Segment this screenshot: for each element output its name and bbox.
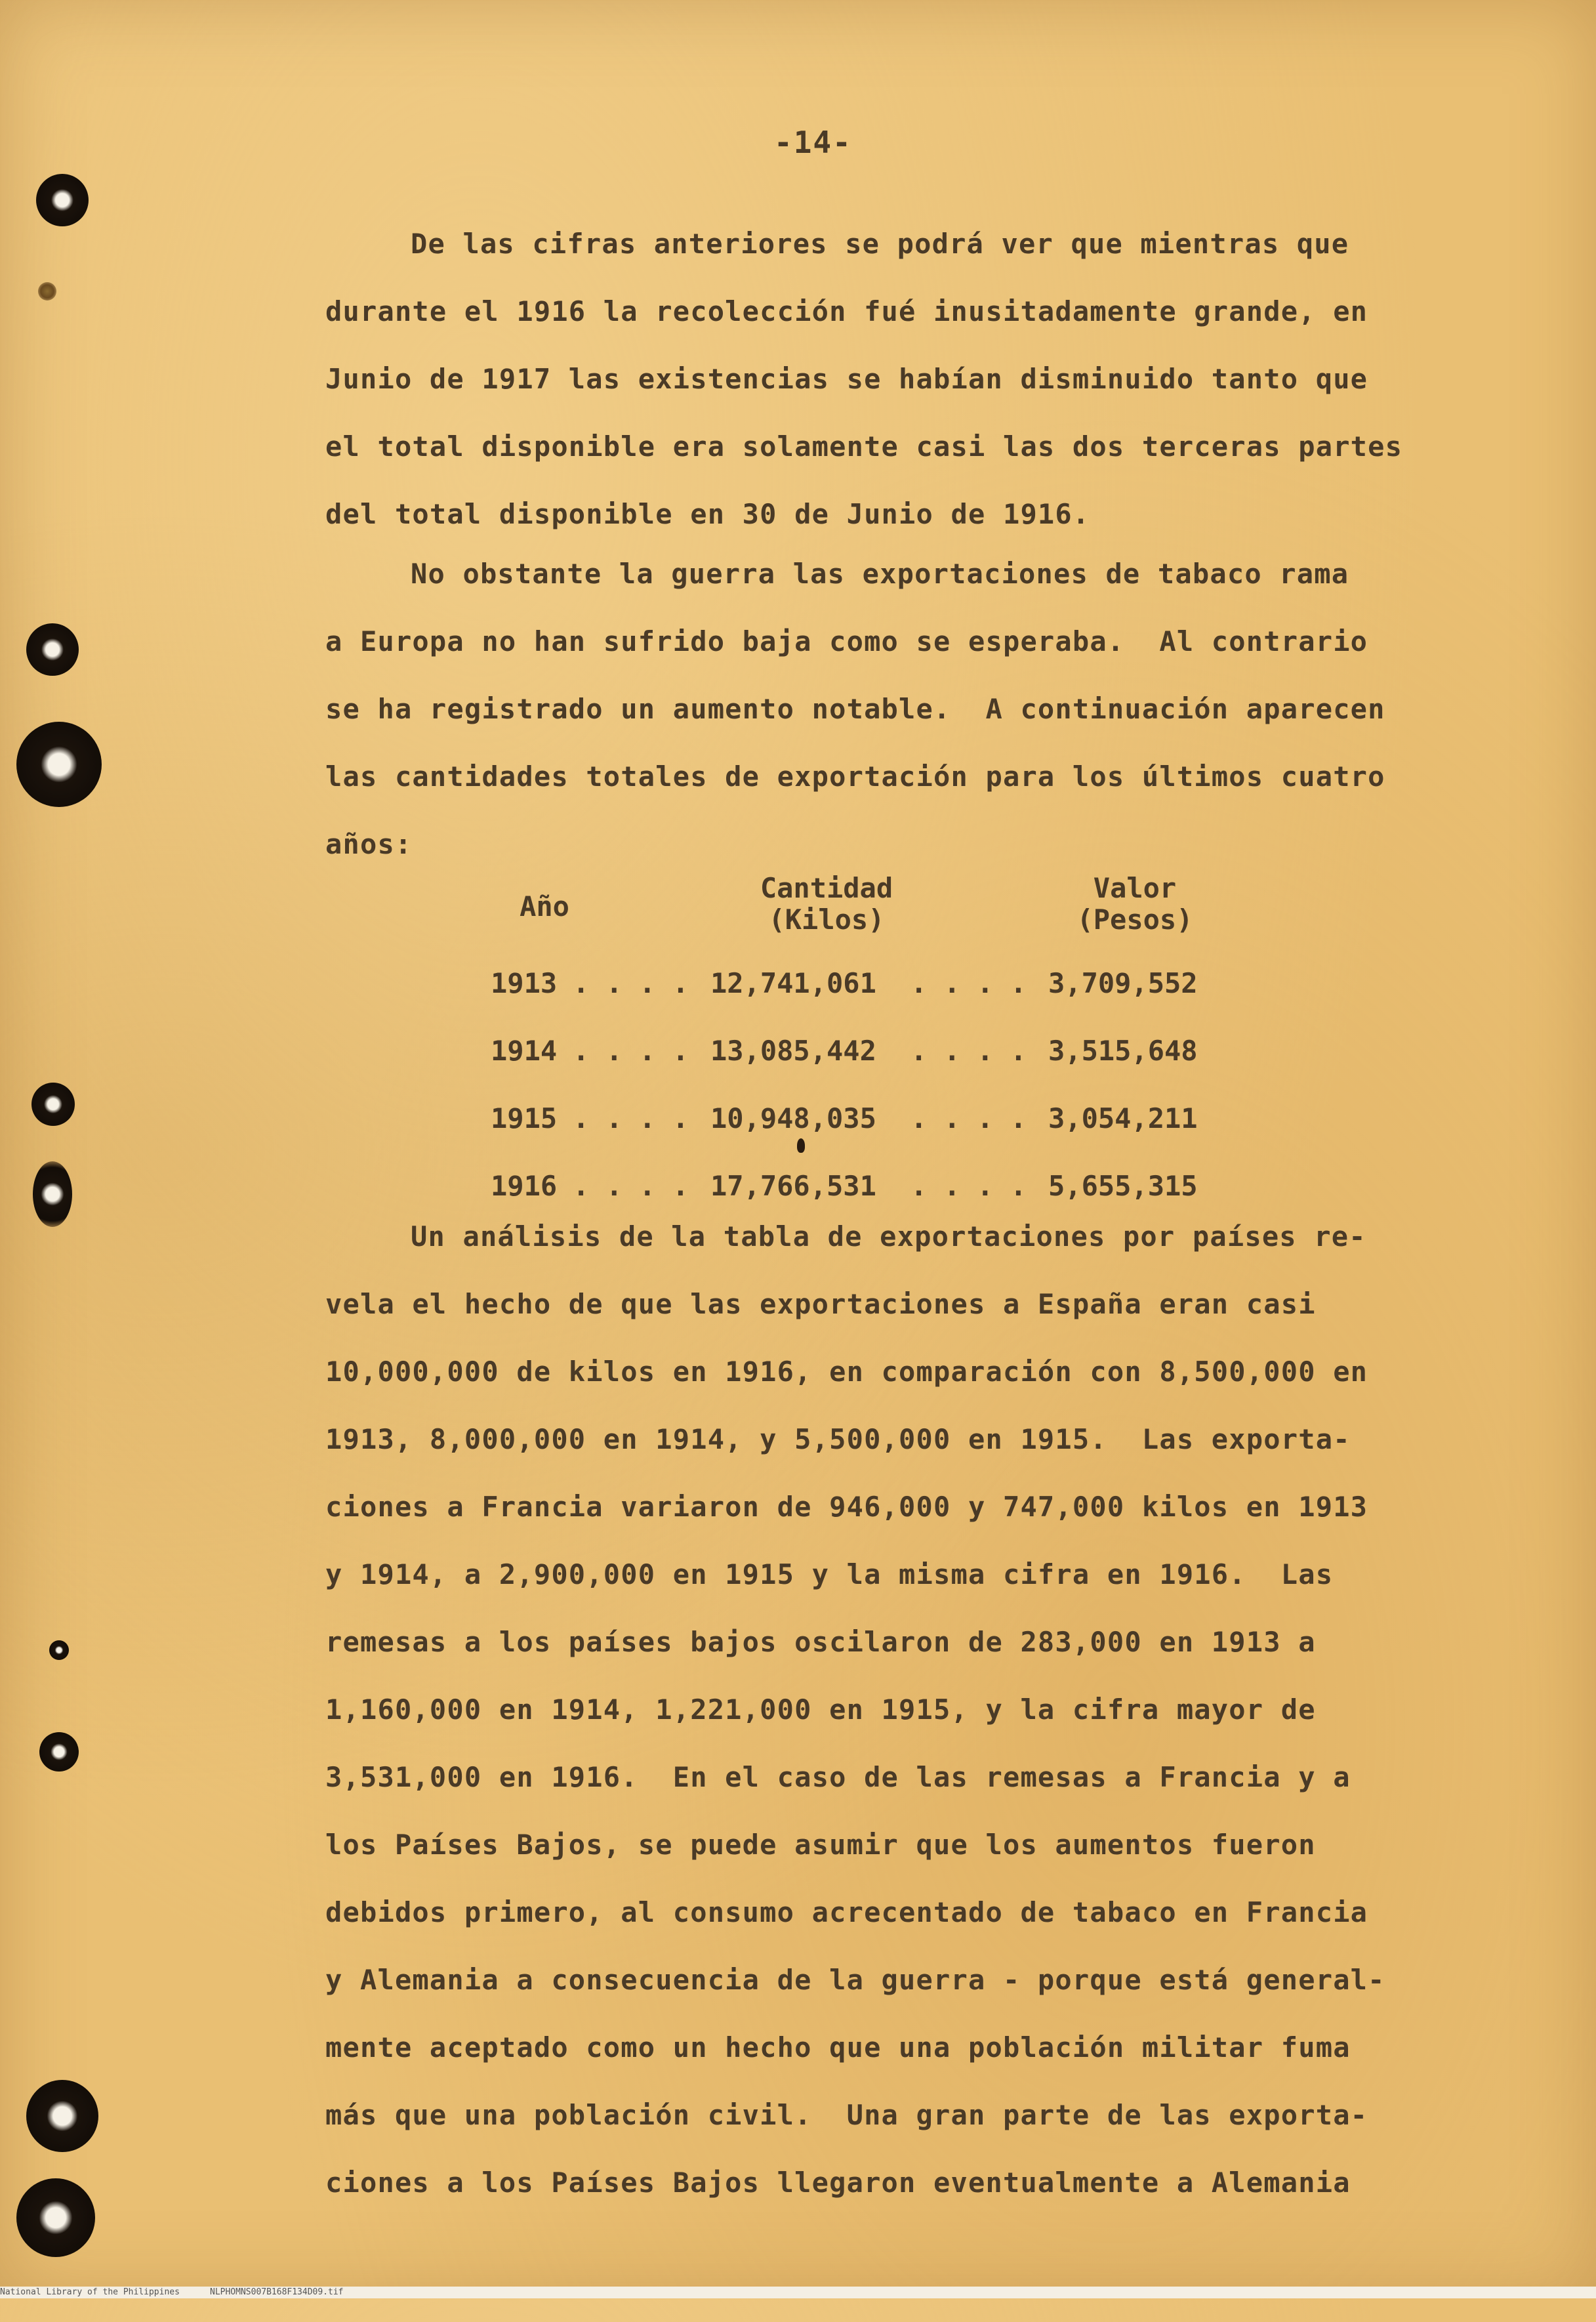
text-line: más que una población civil. Una gran parte de las exporta-	[325, 2099, 1368, 2131]
binder-hole	[16, 2178, 95, 2257]
header-year: Año	[520, 890, 569, 923]
text-line: a Europa no han sufrido baja como se esperaba. Al contrario	[325, 625, 1368, 657]
text-line: mente aceptado como un hecho que una población militar fuma	[325, 2031, 1351, 2063]
header-value-unit: (Pesos)	[1076, 903, 1193, 936]
text-line: años:	[325, 828, 413, 860]
text-line: ciones a los Países Bajos llegaron eventualmente a Alemania	[325, 2167, 1351, 2199]
binder-hole	[49, 1640, 69, 1660]
table-row	[491, 1085, 1278, 1152]
text-line: las cantidades totales de exportación para los últimos cuatro	[325, 760, 1385, 793]
leader-dots: . . . .	[573, 1035, 689, 1067]
leader-dots: . . . .	[911, 967, 1027, 999]
header-value-label: Valor	[1093, 872, 1177, 904]
leader-dots: . . . .	[911, 1102, 1027, 1134]
cell-year: 1915	[491, 1102, 558, 1134]
text-line: debidos primero, al consumo acrecentado de tabaco en Francia	[325, 1896, 1368, 1928]
table-row	[491, 1017, 1278, 1085]
scan-footer	[0, 2287, 1596, 2298]
text-line: 3,531,000 en 1916. En el caso de las remesas a Francia y a	[325, 1761, 1351, 1793]
cell-year: 1916	[491, 1170, 558, 1202]
header-quantity	[728, 873, 925, 936]
paragraph-3	[325, 1203, 1385, 2216]
text-line: vela el hecho de que las exportaciones a España eran casi	[325, 1288, 1316, 1320]
text-line: ciones a Francia variaron de 946,000 y 747,000 kilos en 1913	[325, 1491, 1368, 1523]
header-value	[1056, 873, 1214, 936]
binder-hole	[33, 1161, 72, 1227]
binder-hole	[38, 282, 56, 301]
text-line: los Países Bajos, se puede asumir que los aumentos fueron	[325, 1829, 1316, 1861]
cell-value: 3,515,648	[1048, 1035, 1198, 1067]
text-line: Junio de 1917 las existencias se habían disminuido tanto que	[325, 363, 1368, 395]
binder-hole	[31, 1083, 75, 1126]
text-line: Un análisis de la tabla de exportaciones por países re-	[411, 1220, 1366, 1253]
paragraph-1	[325, 210, 1403, 548]
leader-dots: . . . .	[573, 967, 689, 999]
page-number: -14-	[774, 125, 852, 160]
cell-quantity: 17,766,531	[710, 1170, 876, 1202]
text-line: durante el 1916 la recolección fué inusitadamente grande, en	[325, 295, 1368, 327]
text-line: 1,160,000 en 1914, 1,221,000 en 1915, y la cifra mayor de	[325, 1693, 1316, 1726]
leader-dots: . . . .	[911, 1035, 1027, 1067]
text-line: del total disponible en 30 de Junio de 1916.	[325, 498, 1090, 530]
cell-value: 5,655,315	[1048, 1170, 1198, 1202]
footer-file-id: NLPHOMNS007B168F134D09.tif	[210, 2287, 344, 2297]
binder-hole	[26, 2080, 98, 2152]
binder-hole	[26, 623, 79, 676]
paragraph-2	[325, 540, 1385, 878]
cell-value: 3,054,211	[1048, 1102, 1198, 1134]
cell-quantity: 12,741,061	[710, 967, 876, 999]
binder-hole	[36, 174, 89, 226]
header-quantity-unit: (Kilos)	[768, 903, 885, 936]
text-line: 10,000,000 de kilos en 1916, en comparación con 8,500,000 en	[325, 1356, 1368, 1388]
cell-year: 1914	[491, 1035, 558, 1067]
cell-year: 1913	[491, 967, 558, 999]
text-line: y 1914, a 2,900,000 en 1915 y la misma cifra en 1916. Las	[325, 1558, 1334, 1590]
leader-dots: . . . .	[911, 1170, 1027, 1202]
text-line: De las cifras anteriores se podrá ver que mientras que	[411, 228, 1349, 260]
binder-hole	[39, 1732, 79, 1772]
export-table-header	[485, 873, 1273, 951]
footer-library: National Library of the Philippines	[0, 2287, 180, 2297]
leader-dots: . . . .	[573, 1170, 689, 1202]
binder-hole	[16, 722, 102, 807]
cell-quantity: 10,948,035	[710, 1102, 876, 1134]
header-quantity-label: Cantidad	[760, 872, 893, 904]
cell-quantity: 13,085,442	[710, 1035, 876, 1067]
text-line: y Alemania a consecuencia de la guerra - porque está general-	[325, 1964, 1385, 1996]
text-line: No obstante la guerra las exportaciones de tabaco rama	[411, 558, 1349, 590]
text-line: 1913, 8,000,000 en 1914, y 5,500,000 en 1915. Las exporta-	[325, 1423, 1351, 1455]
text-line: el total disponible era solamente casi las dos terceras partes	[325, 430, 1403, 463]
leader-dots: . . . .	[573, 1102, 689, 1134]
cell-value: 3,709,552	[1048, 967, 1198, 999]
table-row	[491, 949, 1278, 1017]
text-line: remesas a los países bajos oscilaron de 283,000 en 1913 a	[325, 1626, 1316, 1658]
export-table	[491, 949, 1278, 1220]
text-line: se ha registrado un aumento notable. A continuación aparecen	[325, 693, 1385, 725]
